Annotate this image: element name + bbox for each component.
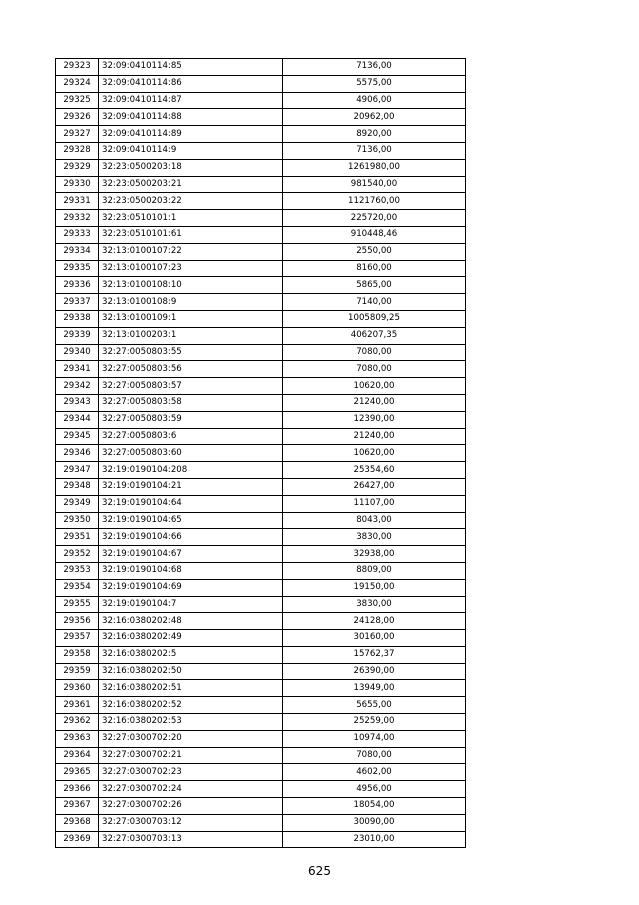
cadastral-number-cell: 32:16:0380202:50: [99, 663, 283, 680]
table-row: [56, 646, 466, 663]
table-row: [56, 310, 466, 327]
table-row: [56, 730, 466, 747]
cadastral-number-cell: 32:13:0100108:10: [99, 277, 283, 294]
row-number-cell: 29339: [56, 327, 99, 344]
cadastral-number-cell: 32:27:0050803:56: [99, 361, 283, 378]
table-row: [56, 327, 466, 344]
value-cell: 20962,00: [283, 109, 466, 126]
row-number-cell: 29364: [56, 747, 99, 764]
value-cell: 1261980,00: [283, 159, 466, 176]
row-number-cell: 29353: [56, 562, 99, 579]
value-cell: 11107,00: [283, 495, 466, 512]
value-cell: 7136,00: [283, 59, 466, 76]
value-cell: 225720,00: [283, 210, 466, 227]
table-row: [56, 243, 466, 260]
value-cell: 10974,00: [283, 730, 466, 747]
cadastral-number-cell: 32:19:0190104:21: [99, 478, 283, 495]
table-row: [56, 260, 466, 277]
value-cell: 8809,00: [283, 562, 466, 579]
cadastral-number-cell: 32:19:0190104:7: [99, 596, 283, 613]
row-number-cell: 29333: [56, 226, 99, 243]
row-number-cell: 29337: [56, 294, 99, 311]
row-number-cell: 29343: [56, 394, 99, 411]
table-row: [56, 546, 466, 563]
cadastral-number-cell: 32:27:0050803:57: [99, 378, 283, 395]
table-row: [56, 344, 466, 361]
row-number-cell: 29357: [56, 630, 99, 647]
value-cell: 13949,00: [283, 680, 466, 697]
cadastral-number-cell: 32:27:0300702:26: [99, 798, 283, 815]
cadastral-number-cell: 32:09:0410114:87: [99, 92, 283, 109]
cadastral-number-cell: 32:19:0190104:65: [99, 512, 283, 529]
row-number-cell: 29366: [56, 781, 99, 798]
cadastral-number-cell: 32:09:0410114:88: [99, 109, 283, 126]
value-cell: 7080,00: [283, 344, 466, 361]
value-cell: 25259,00: [283, 714, 466, 731]
table-row: [56, 764, 466, 781]
cadastral-number-cell: 32:27:0300702:24: [99, 781, 283, 798]
cadastral-number-cell: 32:23:0500203:22: [99, 193, 283, 210]
cadastral-number-cell: 32:09:0410114:85: [99, 59, 283, 76]
table-row: [56, 798, 466, 815]
cadastral-number-cell: 32:19:0190104:68: [99, 562, 283, 579]
cadastral-number-cell: 32:27:0300702:21: [99, 747, 283, 764]
table-row: [56, 126, 466, 143]
row-number-cell: 29329: [56, 159, 99, 176]
row-number-cell: 29344: [56, 411, 99, 428]
cadastral-number-cell: 32:27:0050803:6: [99, 428, 283, 445]
cadastral-number-cell: 32:16:0380202:49: [99, 630, 283, 647]
cadastral-number-cell: 32:09:0410114:86: [99, 75, 283, 92]
value-cell: 8160,00: [283, 260, 466, 277]
value-cell: 24128,00: [283, 613, 466, 630]
cadastral-number-cell: 32:27:0050803:55: [99, 344, 283, 361]
value-cell: 23010,00: [283, 831, 466, 848]
table-row: [56, 495, 466, 512]
row-number-cell: 29356: [56, 613, 99, 630]
table-row: [56, 378, 466, 395]
value-cell: 10620,00: [283, 445, 466, 462]
cadastral-number-cell: 32:09:0410114:9: [99, 142, 283, 159]
table-row: [56, 411, 466, 428]
row-number-cell: 29358: [56, 646, 99, 663]
value-cell: 8920,00: [283, 126, 466, 143]
value-cell: 21240,00: [283, 428, 466, 445]
table-row: [56, 562, 466, 579]
row-number-cell: 29345: [56, 428, 99, 445]
cadastral-number-cell: 32:27:0050803:59: [99, 411, 283, 428]
value-cell: 12390,00: [283, 411, 466, 428]
row-number-cell: 29359: [56, 663, 99, 680]
cadastral-number-cell: 32:16:0380202:5: [99, 646, 283, 663]
value-cell: 30160,00: [283, 630, 466, 647]
table-row: [56, 462, 466, 479]
table-row: [56, 596, 466, 613]
value-cell: 32938,00: [283, 546, 466, 563]
row-number-cell: 29351: [56, 529, 99, 546]
table-row: [56, 747, 466, 764]
table-row: [56, 663, 466, 680]
value-cell: 3830,00: [283, 529, 466, 546]
row-number-cell: 29368: [56, 814, 99, 831]
row-number-cell: 29346: [56, 445, 99, 462]
table-row: [56, 226, 466, 243]
table-row: [56, 294, 466, 311]
value-cell: 981540,00: [283, 176, 466, 193]
row-number-cell: 29336: [56, 277, 99, 294]
value-cell: 21240,00: [283, 394, 466, 411]
cadastral-number-cell: 32:27:0300703:13: [99, 831, 283, 848]
table-row: [56, 176, 466, 193]
cadastral-number-cell: 32:23:0510101:1: [99, 210, 283, 227]
value-cell: 2550,00: [283, 243, 466, 260]
cadastral-number-cell: 32:19:0190104:66: [99, 529, 283, 546]
row-number-cell: 29361: [56, 697, 99, 714]
cadastral-number-cell: 32:19:0190104:64: [99, 495, 283, 512]
cadastral-number-cell: 32:09:0410114:89: [99, 126, 283, 143]
row-number-cell: 29338: [56, 310, 99, 327]
row-number-cell: 29340: [56, 344, 99, 361]
cadastral-number-cell: 32:27:0300702:23: [99, 764, 283, 781]
table-row: [56, 529, 466, 546]
value-cell: 26427,00: [283, 478, 466, 495]
value-cell: 3830,00: [283, 596, 466, 613]
cadastral-number-cell: 32:13:0100203:1: [99, 327, 283, 344]
table-row: [56, 428, 466, 445]
table-row: [56, 109, 466, 126]
cadastral-number-cell: 32:27:0300702:20: [99, 730, 283, 747]
row-number-cell: 29324: [56, 75, 99, 92]
table-row: [56, 630, 466, 647]
row-number-cell: 29369: [56, 831, 99, 848]
row-number-cell: 29330: [56, 176, 99, 193]
cadastral-number-cell: 32:13:0100109:1: [99, 310, 283, 327]
value-cell: 15762,37: [283, 646, 466, 663]
value-cell: 30090,00: [283, 814, 466, 831]
row-number-cell: 29327: [56, 126, 99, 143]
row-number-cell: 29347: [56, 462, 99, 479]
value-cell: 7080,00: [283, 747, 466, 764]
row-number-cell: 29350: [56, 512, 99, 529]
value-cell: 4602,00: [283, 764, 466, 781]
value-cell: 26390,00: [283, 663, 466, 680]
value-cell: 8043,00: [283, 512, 466, 529]
cadastral-number-cell: 32:23:0500203:18: [99, 159, 283, 176]
table-row: [56, 277, 466, 294]
row-number-cell: 29348: [56, 478, 99, 495]
cadastral-number-cell: 32:27:0050803:60: [99, 445, 283, 462]
row-number-cell: 29342: [56, 378, 99, 395]
table-row: [56, 59, 466, 76]
row-number-cell: 29335: [56, 260, 99, 277]
cadastral-number-cell: 32:16:0380202:52: [99, 697, 283, 714]
table-row: [56, 159, 466, 176]
table-row: [56, 445, 466, 462]
cadastral-number-cell: 32:16:0380202:53: [99, 714, 283, 731]
cadastral-number-cell: 32:23:0500203:21: [99, 176, 283, 193]
row-number-cell: 29352: [56, 546, 99, 563]
row-number-cell: 29355: [56, 596, 99, 613]
row-number-cell: 29354: [56, 579, 99, 596]
row-number-cell: 29360: [56, 680, 99, 697]
table-row: [56, 361, 466, 378]
value-cell: 5655,00: [283, 697, 466, 714]
value-cell: 25354,60: [283, 462, 466, 479]
row-number-cell: 29325: [56, 92, 99, 109]
cadastral-number-cell: 32:13:0100107:22: [99, 243, 283, 260]
value-cell: 7080,00: [283, 361, 466, 378]
row-number-cell: 29363: [56, 730, 99, 747]
table-row: [56, 814, 466, 831]
table-row: [56, 142, 466, 159]
row-number-cell: 29362: [56, 714, 99, 731]
cadastral-number-cell: 32:16:0380202:51: [99, 680, 283, 697]
cadastral-number-cell: 32:16:0380202:48: [99, 613, 283, 630]
table-row: [56, 193, 466, 210]
table-row: [56, 697, 466, 714]
value-cell: 7136,00: [283, 142, 466, 159]
row-number-cell: 29341: [56, 361, 99, 378]
value-cell: 406207,35: [283, 327, 466, 344]
row-number-cell: 29349: [56, 495, 99, 512]
table-row: [56, 210, 466, 227]
value-cell: 1121760,00: [283, 193, 466, 210]
row-number-cell: 29331: [56, 193, 99, 210]
value-cell: 1005809,25: [283, 310, 466, 327]
value-cell: 4906,00: [283, 92, 466, 109]
value-cell: 18054,00: [283, 798, 466, 815]
row-number-cell: 29334: [56, 243, 99, 260]
table-row: [56, 781, 466, 798]
value-cell: 19150,00: [283, 579, 466, 596]
cadastral-value-table: [55, 58, 466, 848]
cadastral-number-cell: 32:19:0190104:67: [99, 546, 283, 563]
value-cell: 4956,00: [283, 781, 466, 798]
value-cell: 10620,00: [283, 378, 466, 395]
cadastral-number-cell: 32:13:0100108:9: [99, 294, 283, 311]
table-row: [56, 680, 466, 697]
cadastral-number-cell: 32:27:0300703:12: [99, 814, 283, 831]
table-row: [56, 613, 466, 630]
table-row: [56, 714, 466, 731]
cadastral-number-cell: 32:19:0190104:69: [99, 579, 283, 596]
table-row: [56, 394, 466, 411]
value-cell: 5865,00: [283, 277, 466, 294]
page-number: 625: [308, 864, 331, 878]
row-number-cell: 29365: [56, 764, 99, 781]
value-cell: 7140,00: [283, 294, 466, 311]
cadastral-number-cell: 32:27:0050803:58: [99, 394, 283, 411]
row-number-cell: 29326: [56, 109, 99, 126]
cadastral-number-cell: 32:19:0190104:208: [99, 462, 283, 479]
value-cell: 910448,46: [283, 226, 466, 243]
cadastral-number-cell: 32:23:0510101:61: [99, 226, 283, 243]
table-row: [56, 831, 466, 848]
cadastral-number-cell: 32:13:0100107:23: [99, 260, 283, 277]
table-body: [56, 59, 466, 848]
row-number-cell: 29323: [56, 59, 99, 76]
row-number-cell: 29332: [56, 210, 99, 227]
row-number-cell: 29367: [56, 798, 99, 815]
table-row: [56, 512, 466, 529]
table-row: [56, 92, 466, 109]
table-row: [56, 75, 466, 92]
table-row: [56, 478, 466, 495]
value-cell: 5575,00: [283, 75, 466, 92]
row-number-cell: 29328: [56, 142, 99, 159]
table-row: [56, 579, 466, 596]
